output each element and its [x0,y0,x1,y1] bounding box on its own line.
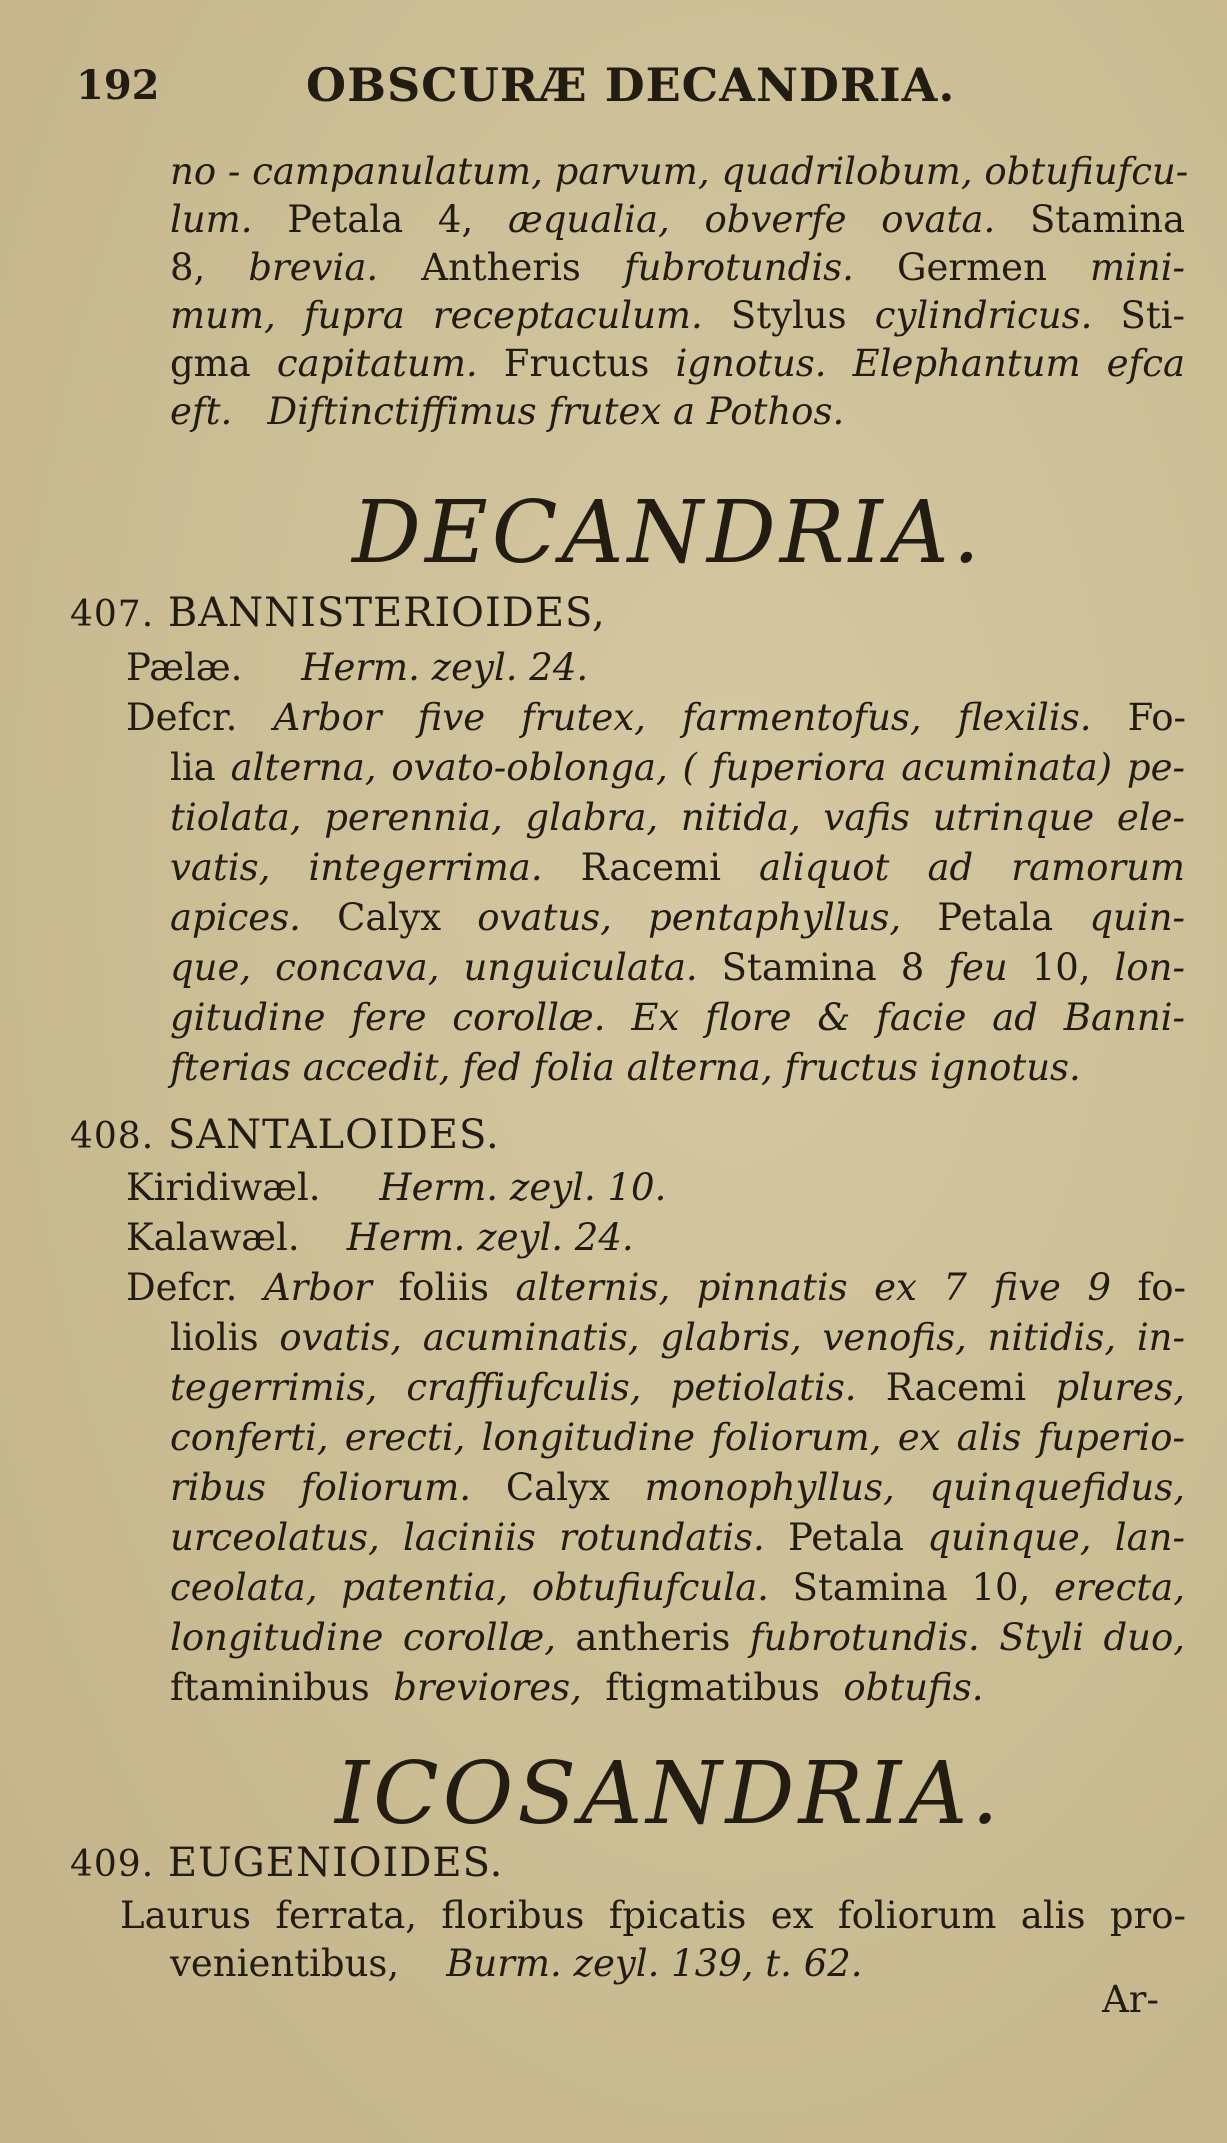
text-line [170,994,1185,1042]
text-run: ftigmatibus [605,1666,820,1709]
text-run: ftaminibus [170,1666,370,1709]
text-run: gitudine fere corollæ. [170,996,606,1039]
text-run: lum. [170,198,253,241]
text-run: fubrotundis. [623,246,854,289]
text-run: monophyllus, quinquefidus, [644,1466,1185,1509]
text-line [170,1564,1185,1612]
text-line [170,1364,1185,1412]
text-line [170,844,1185,892]
text-run: vatis, integerrima. [170,846,543,889]
text-run: foliis [398,1266,489,1309]
text-run: venientibus, [170,1942,400,1985]
catchword: Ar- [1102,1978,1159,2021]
text-run: Racemi [885,1366,1027,1409]
text-run: Kalawæl. [126,1216,300,1259]
text-run: lia [170,746,216,789]
text-line [170,1514,1185,1562]
text-run: mini- [1089,246,1186,289]
text-run: Arbor five frutex, farmentofus, flexilis. [273,696,1092,739]
text-run: Arbor [263,1266,372,1309]
text-line [170,1414,1185,1462]
text-line [170,1314,1185,1362]
text-run: ovatis, acuminatis, glabris, venofis, nitidis, in- [279,1316,1186,1359]
entry-number: 408. [70,1116,155,1157]
text-run: Pælæ. [126,646,243,689]
text-run: Kiridiwæl. [126,1166,321,1209]
text-line [170,1664,983,1712]
text-run: Stamina [1029,198,1186,241]
text-run: tegerrimis, craffiufculis, petiolatis. [170,1366,857,1409]
text-run: longitudine corollæ, [170,1616,556,1659]
text-run: quinque, lan- [927,1516,1185,1559]
text-run: ribus foliorum. [170,1466,472,1509]
text-line [170,388,844,436]
text-run: Stamina 10, [792,1566,1031,1609]
text-line [170,744,1185,792]
entry-number: 407. [70,594,155,635]
text-run: Calyx [337,896,442,939]
entry-name: SANTALOIDES. [167,1112,500,1158]
text-run: mum, fupra receptaculum. [170,294,703,337]
text-run: alterna, ovato-oblonga, ( fuperiora acuminata) pe- [230,746,1185,789]
text-run: breviores, [393,1666,582,1709]
text-run: Calyx [505,1466,610,1509]
text-line [170,894,1185,942]
page-number: 192 [76,62,160,109]
text-run: Diftinctiffimus frutex a Pothos. [267,390,845,433]
entry-name: EUGENIOIDES. [167,1840,504,1886]
text-run: Herm. zeyl. 10. [379,1166,667,1209]
text-run: plures, [1055,1366,1185,1409]
text-run: Ex flore & facie ad Banni- [631,996,1186,1039]
text-run: fterias accedit, fed folia alterna, fructus ignotus. [170,1046,1081,1089]
text-run: lon- [1114,946,1185,989]
entry-heading [70,1112,500,1158]
text-run: Germen [896,246,1047,289]
text-line [170,244,1185,292]
text-run: quin- [1089,896,1186,939]
text-run: antheris [575,1616,731,1659]
text-run: erecta, [1054,1566,1185,1609]
text-run: ceolata, patentia, obtufiufcula. [170,1566,769,1609]
text-run: alternis, pinnatis ex 7 five 9 [515,1266,1112,1309]
text-run: Laurus ferrata, floribus fpicatis ex foliorum alis pro- [120,1894,1186,1937]
text-run: feu [948,946,1008,989]
text-run: Herm. zeyl. 24. [301,646,589,689]
text-run: capitatum. [276,342,478,385]
text-run: ignotus. [675,342,827,385]
text-run: Defcr. [126,1266,238,1309]
text-run: obtufis. [843,1666,984,1709]
section-title: DECANDRIA. [352,483,985,583]
text-run: Stylus [730,294,847,337]
text-run: Elephantum efca [852,342,1185,385]
text-run: Fo- [1127,696,1187,739]
text-line [170,1464,1185,1512]
text-run: no - campanulatum, parvum, quadrilobum, obtufiufcu- [170,150,1189,193]
text-run: brevia. [248,246,379,289]
text-line [170,292,1185,340]
text-line [126,694,1186,742]
text-line [126,644,588,692]
text-line [170,148,1189,196]
text-run: gma [170,342,251,385]
text-run: Defcr. [126,696,238,739]
text-run: eft. [170,390,233,433]
text-run: Petala [937,896,1054,939]
text-run: liolis [170,1316,259,1359]
text-run: Antheris [421,246,581,289]
text-line [170,944,1185,992]
text-line [126,1164,666,1212]
text-line [170,1044,1081,1092]
text-line [170,794,1185,842]
entry-heading [70,590,606,636]
text-run: 8, [170,246,206,289]
text-run: cylindricus. [874,294,1093,337]
text-run: Sti- [1120,294,1186,337]
text-run: fo- [1137,1266,1187,1309]
text-run: conferti, erecti, longitudine foliorum, ex alis fuperio- [170,1416,1185,1459]
text-run: fubrotundis. [749,1616,980,1659]
text-run: ovatus, pentaphyllus, [477,896,902,939]
text-run: tiolata, perennia, glabra, nitida, vafis utrinque ele- [170,796,1185,839]
text-run: apices. [170,896,301,939]
text-line [170,1940,863,1988]
text-run: Herm. zeyl. 24. [346,1216,634,1259]
text-run: que, concava, unguiculata. [170,946,698,989]
text-run: æqualia, obverfe ovata. [507,198,996,241]
text-run: Burm. zeyl. 139, t. 62. [446,1942,863,1985]
text-run: Styli duo, [999,1616,1185,1659]
text-run: Racemi [580,846,721,889]
text-run: Petala 4, [287,198,474,241]
entry-name: BANNISTERIOIDES, [167,590,606,636]
text-line [126,1214,634,1262]
entry-heading [70,1840,503,1886]
text-line [170,196,1185,244]
text-run: 10, [1031,946,1091,989]
text-line [170,340,1185,388]
text-run: urceolatus, laciniis rotundatis. [170,1516,765,1559]
page-header [76,58,1136,118]
running-title: OBSCURÆ DECANDRIA. [306,58,956,112]
text-line [126,1264,1186,1312]
text-run: Petala [788,1516,904,1559]
text-run: aliquot ad ramorum [759,846,1185,889]
text-line [120,1892,1186,1940]
text-line [170,1614,1185,1662]
entry-number: 409. [70,1844,155,1885]
text-run: Stamina 8 [721,946,925,989]
section-title: ICOSANDRIA. [335,1744,1003,1844]
text-run: Fructus [503,342,650,385]
